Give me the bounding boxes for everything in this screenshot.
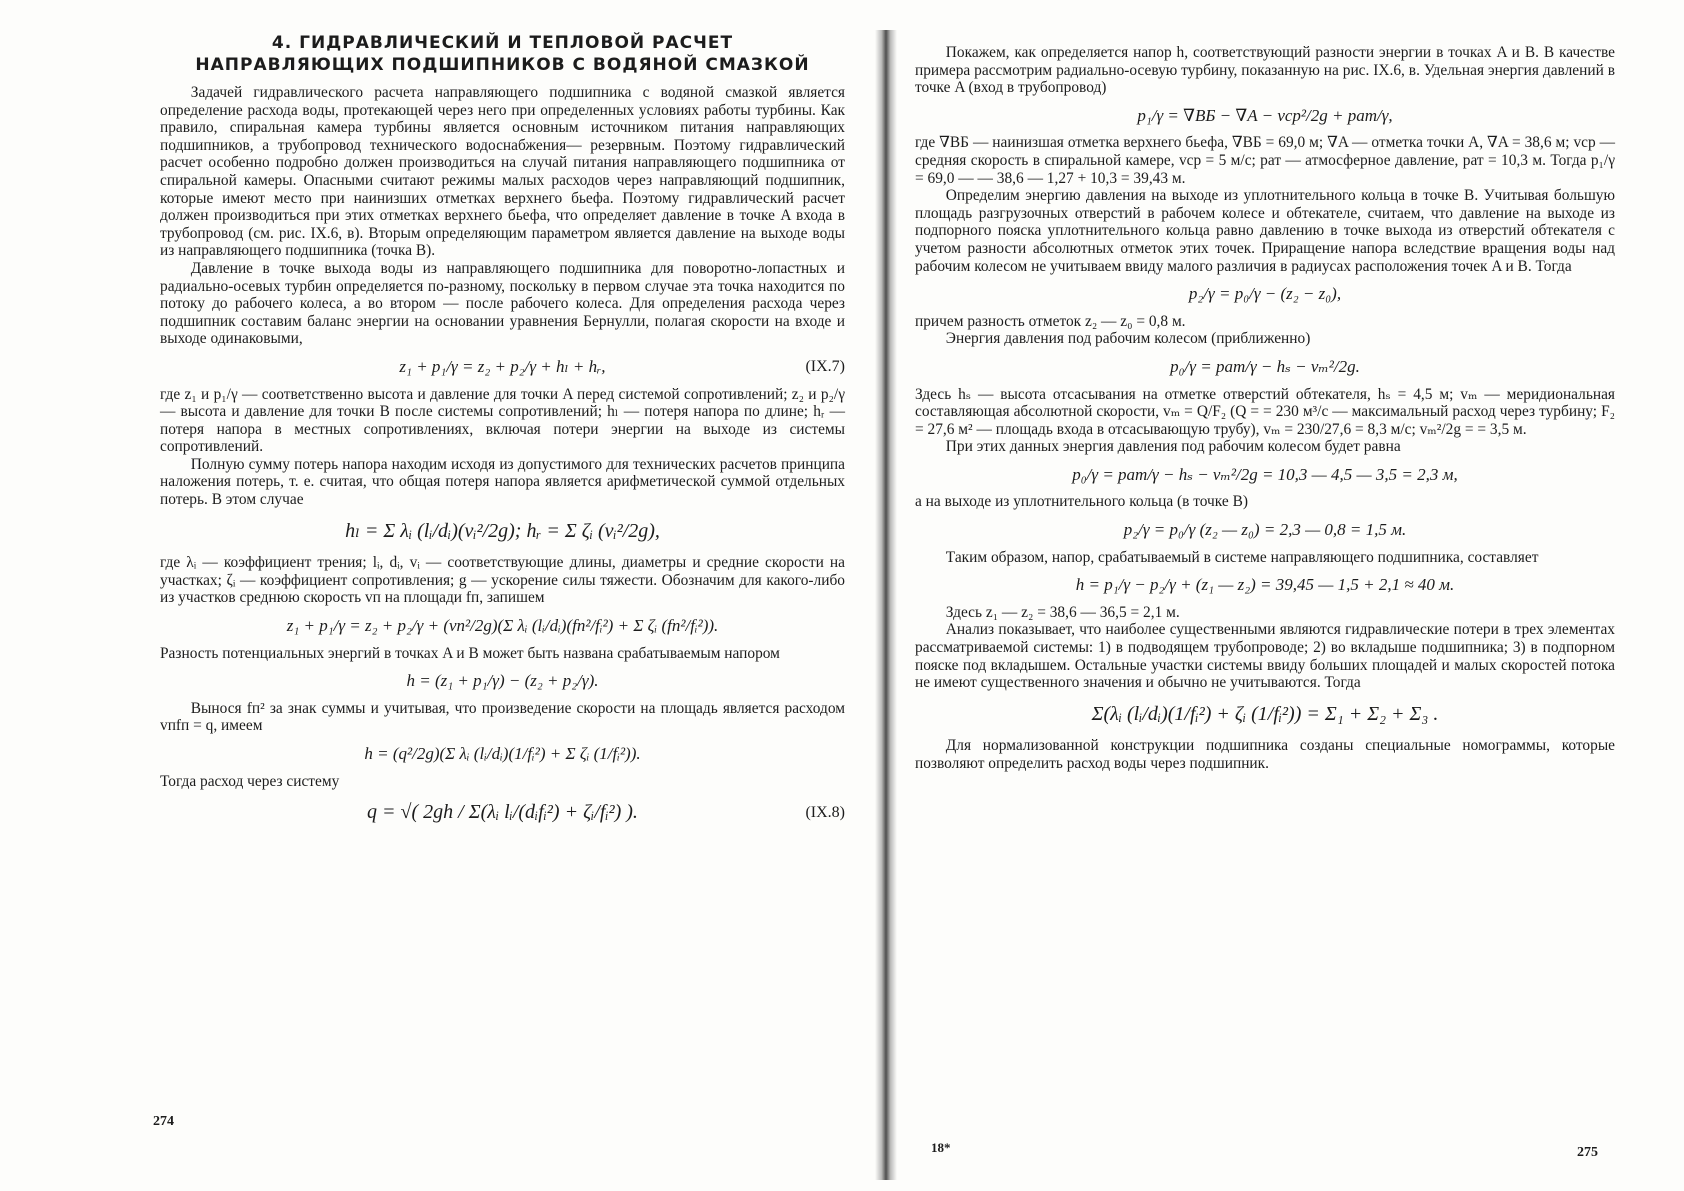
paragraph: Разность потенциальных энергий в точках A и B может быть названа срабатываемым напором — [160, 644, 780, 662]
equation-body: Σ(λᵢ (lᵢ/dᵢ)(1/fᵢ²) + ζᵢ (1/fᵢ²)) = Σ₁ + Σ₂ + Σ₃ . — [1091, 702, 1439, 725]
paragraph: где λᵢ — коэффициент трения; lᵢ, dᵢ, vᵢ — соответствующие длины, диаметры и средние скорости на участках; ζᵢ — коэффициент сопротивления; g — ускорение силы тяжести. Обозначим для какого-либо из участков среднюю скорость vп на площади fп, запишем — [160, 554, 845, 607]
paragraph: причем разность отметок z₂ — z₀ = 0,8 м. — [915, 312, 1186, 330]
equation-p2-value — [915, 521, 1615, 539]
equation-body: p₂/γ = p₀/γ (z₂ — z₀) = 2,3 — 0,8 = 1,5 м. — [1123, 520, 1407, 540]
paragraph: Анализ показывает, что наиболее существенными являются гидравлические потери в трех элементах рассматриваемой системы: 1) в подводящем трубопроводе; 2) во вкладыше подшипника; 3) в подпорном пояске под вкладышем. Остальные участки системы ввиду больших площадей и малых скоростей потока не имеют существенного значения и обычно не учитываются. Тогда — [915, 621, 1615, 692]
equation-p1 — [915, 107, 1615, 125]
paragraph: где ∇ВБ — наинизшая отметка верхнего бьефа, ∇ВБ = 69,0 м; ∇A — отметка точки A, ∇A = 38,6 м; vср — средняя скорость в спиральной камере, vср = 5 м/с; pат — атмосферное давление, pат = 10,3 м. Тогда p₁/γ = 69,0 — — 38,6 — 1,27 + 10,3 = 39,43 м. — [915, 134, 1615, 187]
equation-head — [160, 672, 845, 690]
equation-p0-value — [915, 466, 1615, 484]
equation-head-value — [915, 576, 1615, 594]
paragraph: Давление в точке выхода воды из направляющего подшипника для поворотно-лопастных и радиально-осевых турбин определяется по-разному, поскольку в первом случае эта точка находится по потоку до рабочего колеса, а во втором — после рабочего колеса. Для определения расхода через подшипник составим баланс энергии на основании уравнения Бернулли, полагая скорости на входе и выходе одинаковыми, — [160, 259, 845, 348]
equation-p2 — [915, 285, 1615, 303]
equation-body: p₀/γ = pат/γ − hₛ − vₘ²/2g = 10,3 — 4,5 — 3,5 = 2,3 м, — [1072, 464, 1458, 484]
paragraph: Покажем, как определяется напор h, соответствующий разности энергии в точках A и B. В качестве примера рассмотрим радиально-осевую турбину, показанную на рис. IX.6, в. Удельная энергия давлений в точке A (вход в трубопровод) — [915, 44, 1615, 97]
paragraph: Здесь hₛ — высота отсасывания на отметке отверстий обтекателя, hₛ = 4,5 м; vₘ — меридиональная составляющая абсолютной скорости, vₘ = Q/F₂ (Q = = 230 м³/с — максимальный расход через турбину; F₂ = 27,6 м² — площадь входа в отсасывающую трубу), vₘ = 230/27,6 = 8,3 м/с; vₘ²/2g = = 3,5 м. — [915, 385, 1615, 438]
equation-body: z₁ + p₁/γ = z₂ + p₂/γ + (vп²/2g)(Σ λᵢ (lᵢ/dᵢ)(fп²/fᵢ²) + Σ ζᵢ (fп²/fᵢ²)). — [286, 616, 719, 636]
equation-losses — [160, 519, 845, 542]
equation-body: hₗ = Σ λᵢ (lᵢ/dᵢ)(vᵢ²/2g); hᵣ = Σ ζᵢ (vᵢ²/2g), — [345, 519, 660, 542]
equation-body: p₁/γ = ∇ВБ − ∇A − vср²/2g + pат/γ, — [1137, 105, 1393, 125]
equation-energy-balance — [160, 617, 845, 635]
left-text-column — [160, 32, 845, 836]
paragraph: Тогда расход через систему — [160, 772, 340, 790]
paragraph: При этих данных энергия давления под рабочим колесом будет равна — [945, 438, 1401, 456]
section-heading — [160, 32, 845, 76]
page-number-right: 275 — [1577, 1145, 1598, 1160]
book-gutter — [875, 30, 897, 1180]
page-number-left: 274 — [153, 1114, 174, 1129]
paragraph: а на выходе из уплотнительного кольца (в точке B) — [915, 493, 1248, 511]
equation-number: (IX.7) — [805, 357, 845, 375]
equation-p0 — [915, 358, 1615, 376]
equation-ix8 — [160, 801, 845, 824]
equation-head-flow — [160, 745, 845, 763]
paragraph: Определим энергию давления на выходе из уплотнительного кольца в точке B. Учитывая большую площадь разгрузочных отверстий в рабочем колесе и обтекателе, считаем, что давление на выходе из подпорного пояска уплотнительного кольца равно давлению в точке выхода из отверстий обтекателя с учетом разности абсолютных отметок этих точек. Приращение напора вследствие вращения воды над рабочим колесом не учитываем ввиду малого различия в радиусах расположения точек A и B. Тогда — [915, 187, 1615, 275]
paragraph: Таким образом, напор, срабатываемый в системе направляющего подшипника, составляет — [945, 548, 1539, 566]
equation-body: p₂/γ = p₀/γ − (z₂ − z₀), — [1188, 284, 1342, 304]
paragraph: где z₁ и p₁/γ — соответственно высота и давление для точки A перед системой сопротивлений; z₂ и p₂/γ — высота и давление для точки B после системы сопротивлений; hₗ — потеря напора по длине; hᵣ — потеря напора в местных сопротивлениях, включая потери энергии на выходе из системы сопротивлений. — [160, 385, 845, 456]
paragraph: Здесь z₁ — z₂ = 38,6 — 36,5 = 2,1 м. — [945, 603, 1180, 621]
equation-body: h = (q²/2g)(Σ λᵢ (lᵢ/dᵢ)(1/fᵢ²) + Σ ζᵢ (1/fᵢ²)). — [364, 744, 641, 763]
equation-ix7 — [160, 358, 845, 376]
equation-body: h = (z₁ + p₁/γ) − (z₂ + p₂/γ). — [406, 671, 599, 691]
right-text-column — [915, 44, 1615, 773]
equation-body: z₁ + p₁/γ = z₂ + p₂/γ + hₗ + hᵣ, — [399, 356, 606, 376]
heading-line-2: НАПРАВЛЯЮЩИХ ПОДШИПНИКОВ С ВОДЯНОЙ СМАЗКОЙ — [195, 55, 810, 75]
paragraph: Вынося fп² за знак суммы и учитывая, что произведение скорости на площадь является расходом vпfп = q, имеем — [160, 699, 845, 735]
paragraph: Задачей гидравлического расчета направляющего подшипника с водяной смазкой является определение расхода воды, протекающей через него при определенных условиях работы турбины. Как правило, спиральная камера турбины является основным источником питания направляющих подшипников, а трубопровод технического водоснабжения— резервным. Поэтому гидравлический расчет особенно подробно должен производиться на случай питания направляющего подшипника от спиральной камеры. Опасными считают режимы малых расходов через направляющий подшипник, которые имеют место при наинизших отметках верхнего бьефа. Поэтому гидравлический расчет должен производиться при этих отметках верхнего бьефа, что определяет давление в точке A входа в трубопровод (см. рис. IX.6, в). Вторым определяющим параметром является давление на выходе воды из направляющего подшипника (точка B). — [160, 84, 845, 260]
signature-mark: 18* — [931, 1140, 951, 1155]
equation-sum — [915, 702, 1615, 725]
equation-body: q = √( 2gh / Σ(λᵢ lᵢ/(dᵢfᵢ²) + ζᵢ/fᵢ²) ). — [367, 801, 638, 824]
paragraph: Энергия давления под рабочим колесом (приближенно) — [945, 330, 1311, 348]
paragraph: Полную сумму потерь напора находим исходя из допустимого для технических расчетов принципа наложения потерь, т. е. считая, что общая потеря напора является арифметической суммой отдельных потерь. В этом случае — [160, 455, 845, 509]
equation-body: h = p₁/γ − p₂/γ + (z₁ — z₂) = 39,45 — 1,5 + 2,1 ≈ 40 м. — [1075, 575, 1455, 595]
equation-number: (IX.8) — [805, 804, 845, 822]
right-page — [897, 0, 1684, 1191]
heading-line-1: 4. ГИДРАВЛИЧЕСКИЙ И ТЕПЛОВОЙ РАСЧЕТ — [271, 33, 734, 53]
paragraph: Для нормализованной конструкции подшипника созданы специальные номограммы, которые позволяют определить расход воды через подшипник. — [915, 737, 1615, 772]
equation-body: p₀/γ = pат/γ − hₛ − vₘ²/2g. — [1170, 356, 1360, 376]
